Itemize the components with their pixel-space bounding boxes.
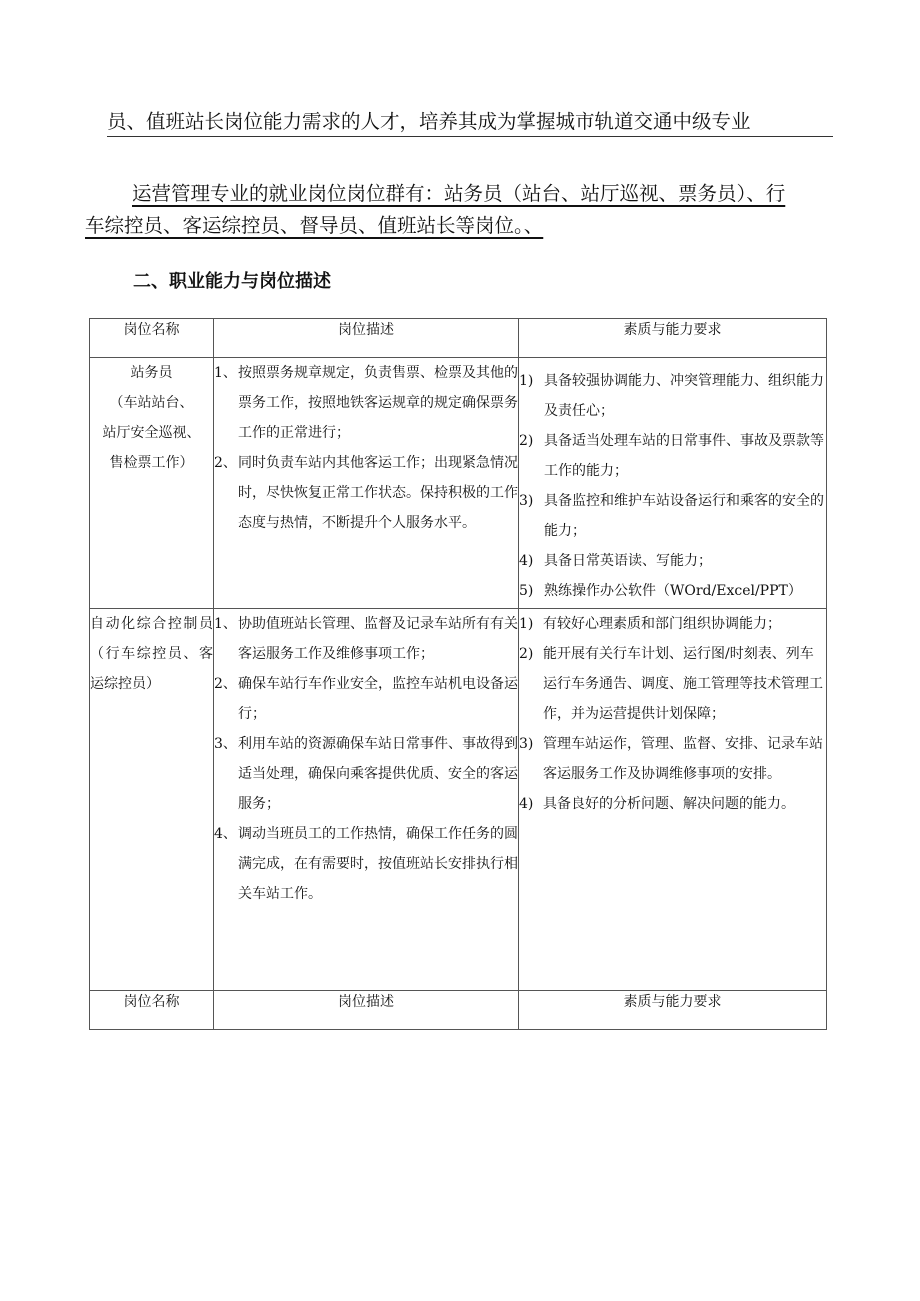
header-job-description: 岗位描述	[214, 991, 519, 1030]
list-item: 3、 利用车站的资源确保车站日常事件、事故得到适当处理，确保向乘客提供优质、安全的客运服务；	[214, 736, 518, 812]
job-name-cell	[90, 609, 214, 991]
list-item: 4) 具备良好的分析问题、解决问题的能力。	[519, 796, 795, 812]
header-job-name: 岗位名称	[90, 319, 214, 358]
job-name-line: 售检票工作）	[109, 455, 194, 471]
section-heading: 二、职业能力与岗位描述	[133, 271, 331, 292]
header-requirements: 素质与能力要求	[519, 319, 827, 358]
list-item: 2) 能开展有关行车计划、运行图/时刻表、列车运行车务通告、调度、施工管理等技术管理工作，并为运营提供计划保障；	[519, 646, 823, 722]
list-item: 2、 同时负责车站内其他客运工作；出现紧急情况时，尽快恢复正常工作状态。保持积极的工作态度与热情，不断提升个人服务水平。	[214, 455, 518, 531]
list-item: 2) 具备适当处理车站的日常事件、事故及票款等工作的能力；	[519, 433, 824, 479]
table-row	[90, 358, 827, 609]
job-name-text: 自动化综合控制员（行车综控员、客运综控员）	[90, 616, 213, 692]
list-item: 2、 确保车站行车作业安全，监控车站机电设备运行；	[214, 676, 518, 722]
job-name-line: （车站站台、	[109, 395, 194, 411]
list-item: 5) 熟练操作办公软件（WOrd/Excel/PPT）	[519, 583, 802, 599]
list-item: 1、 按照票务规章规定，负责售票、检票及其他的票务工作，按照地铁客运规章的规定确保票务工作的正常进行；	[214, 365, 518, 441]
job-description-cell	[214, 609, 519, 991]
table-header-row-repeat	[90, 991, 827, 1030]
list-item: 3) 管理车站运作，管理、监督、安排、记录车站客运服务工作及协调维修事项的安排。	[519, 736, 823, 782]
intro-paragraph	[85, 178, 830, 242]
job-name-line: 站厅安全巡视、	[102, 425, 201, 441]
job-name-line: 站务员	[130, 365, 173, 381]
job-description-table	[89, 318, 827, 1030]
table-header-row	[90, 319, 827, 358]
list-item: 4) 具备日常英语读、写能力；	[519, 553, 712, 569]
paragraph-line-1: 运营管理专业的就业岗位岗位群有：站务员（站台、站厅巡视、票务员）、行	[132, 182, 786, 205]
header-job-description: 岗位描述	[214, 319, 519, 358]
list-item: 1) 有较好心理素质和部门组织协调能力；	[519, 616, 781, 632]
list-item: 4、 调动当班员工的工作热情，确保工作任务的圆满完成，在有需要时，按值班站长安排执行相关车站工作。	[214, 826, 518, 902]
table-row	[90, 609, 827, 991]
header-job-name: 岗位名称	[90, 991, 214, 1030]
header-requirements: 素质与能力要求	[519, 991, 827, 1030]
requirements-cell	[519, 358, 827, 609]
paragraph-line-2: 车综控员、客运综控员、督导员、值班站长等岗位。、	[85, 214, 544, 237]
list-item: 1) 具备较强协调能力、冲突管理能力、组织能力及责任心；	[519, 373, 824, 419]
list-item: 3) 具备监控和维护车站设备运行和乘客的安全的能力；	[519, 493, 824, 539]
job-description-cell	[214, 358, 519, 609]
job-name-cell	[90, 358, 214, 609]
top-text-line: 员、值班站长岗位能力需求的人才，培养其成为掌握城市轨道交通中级专业	[107, 108, 833, 137]
requirements-cell	[519, 609, 827, 991]
list-item: 1、 协助值班站长管理、监督及记录车站所有有关客运服务工作及维修事项工作；	[214, 616, 518, 662]
